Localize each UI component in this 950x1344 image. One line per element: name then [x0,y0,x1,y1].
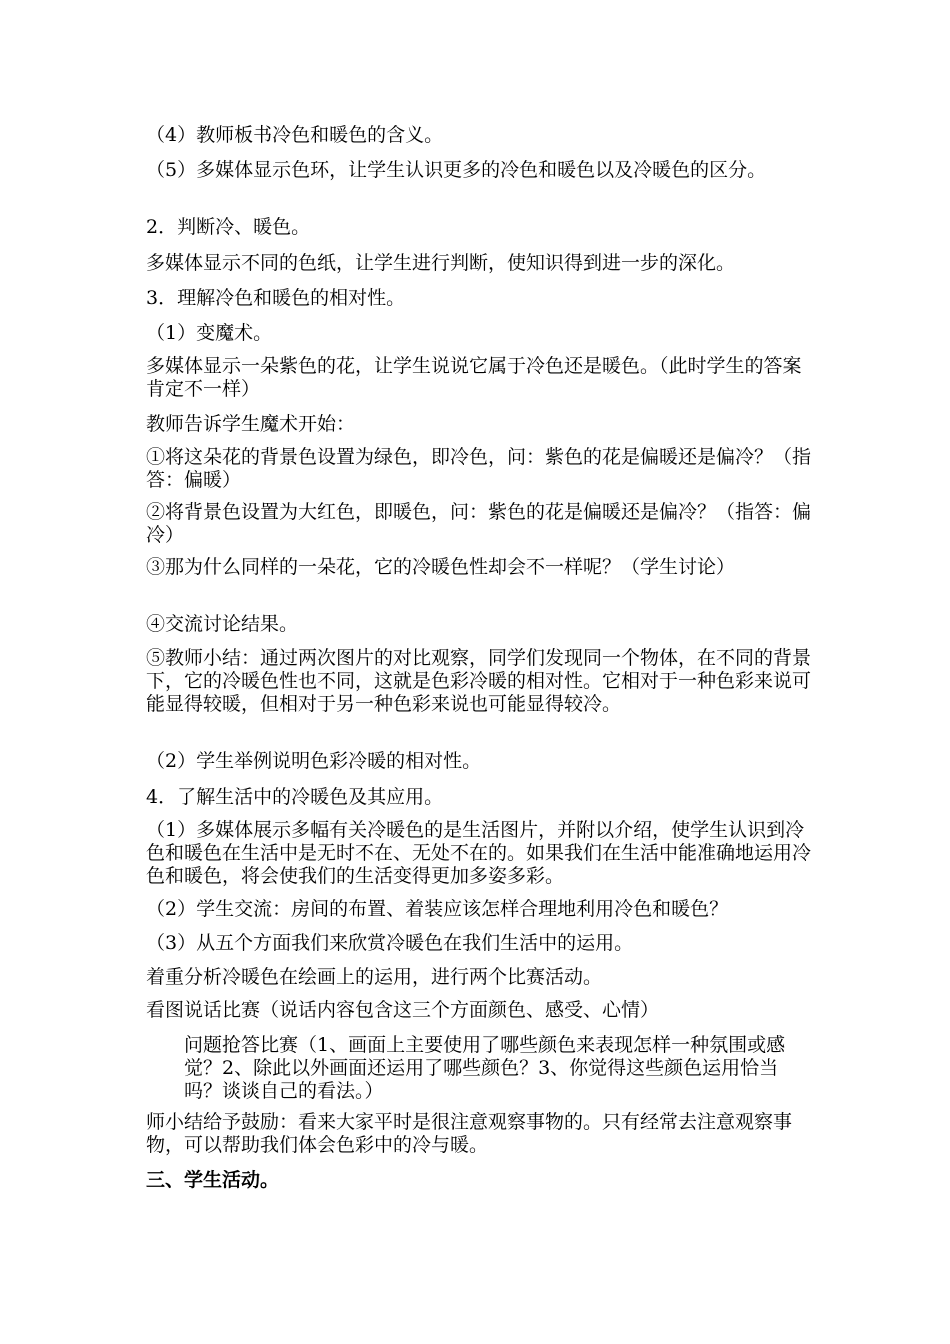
paragraph: 2．判断冷、暖色。 [146,216,311,238]
paragraph: （5）多媒体显示色环，让学生认识更多的冷色和暖色以及冷暖色的区分。 [146,159,767,181]
paragraph: 多媒体显示一朵紫色的花，让学生说说它属于冷色还是暖色。（此时学生的答案肯定不一样） [146,355,802,400]
paragraph: （1）多媒体展示多幅有关冷暖色的是生活图片，并附以介绍，使学生认识到冷色和暖色在生活中是无时不在、无处不在的。如果我们在生活中能准确地运用冷色和暖色，将会使我们的生活变得更加多姿多彩。 [146,819,812,887]
paragraph: 看图说话比赛（说话内容包含这三个方面颜色、感受、心情） [146,999,660,1021]
paragraph: （2）学生交流：房间的布置、着装应该怎样合理地利用冷色和暖色？ [146,898,729,920]
paragraph: 问题抢答比赛（1、画面上主要使用了哪些颜色来表现怎样一种氛围或感觉？2、除此以外画面还运用了哪些颜色？3、你觉得这些颜色运用恰当吗？谈谈自己的看法。） [184,1034,786,1102]
paragraph: 多媒体显示不同的色纸，让学生进行判断，使知识得到进一步的深化。 [146,252,736,274]
paragraph: ⑤教师小结：通过两次图片的对比观察，同学们发现同一个物体，在不同的背景下，它的冷暖色性也不同，这就是色彩冷暖的相对性。它相对于一种色彩来说可能显得较暖，但相对于另一种色彩来说也可能显得较冷。 [146,647,812,715]
section-heading: 三、学生活动。 [146,1169,280,1191]
paragraph: 教师告诉学生魔术开始： [146,413,356,435]
paragraph: ③那为什么同样的一朵花，它的冷暖色性却会不一样呢？（学生讨论） [146,556,736,578]
paragraph: （4）教师板书冷色和暖色的含义。 [146,124,444,146]
paragraph: （2）学生举例说明色彩冷暖的相对性。 [146,750,482,772]
paragraph: 着重分析冷暖色在绘画上的运用，进行两个比赛活动。 [146,966,603,988]
paragraph: 师小结给予鼓励：看来大家平时是很注意观察事物的。只有经常去注意观察事物，可以帮助我们体会色彩中的冷与暖。 [146,1111,793,1156]
paragraph: ④交流讨论结果。 [146,613,299,635]
paragraph: ②将背景色设置为大红色，即暖色，问：紫色的花是偏暖还是偏冷？（指答：偏冷） [146,501,812,546]
section-heading: 3．理解冷色和暖色的相对性。 [146,287,406,309]
paragraph: ①将这朵花的背景色设置为绿色，即冷色，问：紫色的花是偏暖还是偏冷？（指答：偏暖） [146,446,812,491]
section-heading: 4．了解生活中的冷暖色及其应用。 [146,786,444,808]
paragraph: （3）从五个方面我们来欣赏冷暖色在我们生活中的运用。 [146,932,634,954]
paragraph: （1）变魔术。 [146,322,273,344]
